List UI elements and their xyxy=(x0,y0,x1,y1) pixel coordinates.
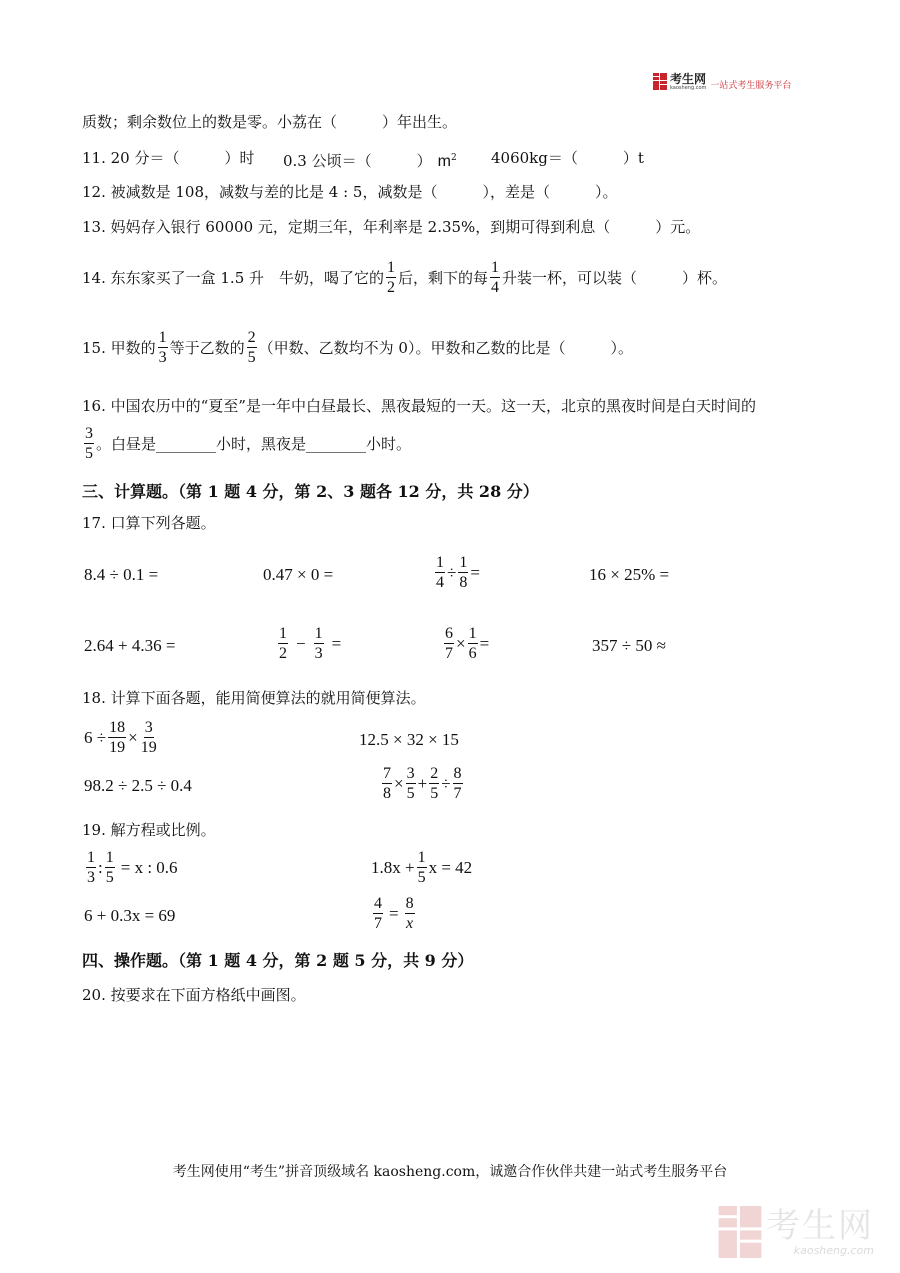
q11-part-b-text: 0.3 公顷＝（ ） xyxy=(283,152,432,170)
q17-r1c3 xyxy=(433,553,480,592)
q17-r2c2-f2-num: 1 xyxy=(314,625,323,642)
q17-r2c3-f1-num: 6 xyxy=(445,625,453,642)
q17-r2c3-eq: = xyxy=(479,633,490,653)
q17-r2c3 xyxy=(442,624,489,663)
q14 xyxy=(82,258,727,297)
section-3-heading: 三、计算题。（第 1 题 4 分，第 2、3 题各 12 分，共 28 分） xyxy=(82,482,539,501)
q18-a-f2-den: 19 xyxy=(140,739,157,756)
q18-a-f1-num: 18 xyxy=(109,719,126,736)
q11-unit: m xyxy=(437,153,451,170)
header-logo xyxy=(653,72,791,91)
q18-d-op3: ÷ xyxy=(441,773,451,793)
q18-b: 12.5 × 32 × 15 xyxy=(359,730,459,749)
logo-url: kaosheng.com xyxy=(670,84,707,91)
q17-r2c3-f1-den: 7 xyxy=(445,645,453,662)
q16-f-num: 3 xyxy=(85,425,93,442)
q17-r2c2-f1-num: 1 xyxy=(279,625,287,642)
q17-r2c2-f1 xyxy=(278,624,288,663)
q18-d-f2-num: 3 xyxy=(406,765,415,782)
q17-title: 17. 口算下列各题。 xyxy=(82,514,216,532)
q17-r2c3-f2 xyxy=(468,624,478,663)
q17-r1c3-f1 xyxy=(435,553,445,592)
q17-r2c2-f2 xyxy=(314,624,324,663)
watermark xyxy=(718,1206,874,1258)
footer-text: 考生网使用“考生”拼音顶级域名 kaosheng.com，诚邀合作伙伴共建一站式考生服务平台 xyxy=(172,1164,728,1180)
q17-r2c2-op: − xyxy=(296,633,306,653)
q16-line2-row xyxy=(82,424,411,463)
q15-fraction-1 xyxy=(158,328,168,367)
q17-r2c3-f2-num: 1 xyxy=(468,625,477,642)
q18-d-f2-den: 5 xyxy=(406,785,415,802)
q18-d-op2: + xyxy=(417,773,428,793)
q19-b-f1 xyxy=(417,848,427,887)
q17-r1c3-f2 xyxy=(458,553,468,592)
q17-r1c3-f1-den: 4 xyxy=(436,574,444,591)
q11-part-a: 11. 20 分＝（ ）时 xyxy=(82,149,255,167)
q20: 20. 按要求在下面方格纸中画图。 xyxy=(82,986,306,1004)
q14-post: 升装一杯，可以装（ ）杯。 xyxy=(502,268,728,287)
q18-a-pre: 6 ÷ xyxy=(84,727,107,747)
q18-d-f3 xyxy=(429,764,439,803)
q18-d-f1-num: 7 xyxy=(383,765,391,782)
q19-d-f1 xyxy=(373,894,383,933)
q18-d-f1-den: 8 xyxy=(383,785,391,802)
kaosheng-logo-icon xyxy=(653,73,667,90)
q14-f2-num: 1 xyxy=(491,259,500,276)
q17-r1c4: 16 × 25% = xyxy=(589,565,670,584)
q19-d-f2-num: 8 xyxy=(405,895,414,912)
q17-r2c3-f1 xyxy=(444,624,454,663)
q15-f2-num: 2 xyxy=(247,329,256,346)
q17-r1c3-eq: = xyxy=(470,562,480,582)
q19-a-f2 xyxy=(105,848,115,887)
watermark-url: kaosheng.com xyxy=(793,1243,874,1257)
q19-a-rest: = x : 0.6 xyxy=(120,857,178,877)
q15-f1-den: 3 xyxy=(158,349,167,366)
q18-a-op: × xyxy=(128,727,138,747)
q17-r2c1: 2.64 + 4.36 = xyxy=(84,636,176,655)
q18-d-f1 xyxy=(382,764,392,803)
q16-line2: 。白昼是________小时，黑夜是________小时。 xyxy=(96,434,412,453)
q17-r2c4: 357 ÷ 50 ≈ xyxy=(592,636,666,655)
q19-d-eq: = xyxy=(389,903,399,923)
q14-f2-den: 4 xyxy=(491,279,500,296)
q19-d xyxy=(371,894,417,933)
q19-d-f2 xyxy=(405,894,415,933)
watermark-logo-icon xyxy=(718,1206,762,1258)
q19-a-f1 xyxy=(86,848,96,887)
q10-tail: 质数；剩余数位上的数是零。小荔在（ ）年出生。 xyxy=(82,113,458,131)
q17-r1c3-f2-num: 1 xyxy=(459,554,468,571)
q19-title: 19. 解方程或比例。 xyxy=(82,821,216,839)
q17-r2c3-f2-den: 6 xyxy=(468,645,477,662)
q11-unit-sup: 2 xyxy=(450,153,457,163)
q18-title: 18. 计算下面各题，能用简便算法的就用简便算法。 xyxy=(82,689,426,707)
q19-b xyxy=(371,848,472,887)
q19-b-f1-den: 5 xyxy=(417,869,426,886)
q14-f1-num: 1 xyxy=(387,259,396,276)
q18-a xyxy=(84,718,160,757)
q19-d-f1-den: 7 xyxy=(374,915,382,932)
q11-part-b xyxy=(283,148,457,172)
q15-mid: 等于乙数的 xyxy=(169,338,245,357)
q18-a-f2-num: 3 xyxy=(144,719,153,736)
q18-d-f4-den: 7 xyxy=(453,785,462,802)
logo-name: 考生网 xyxy=(670,71,707,86)
q15-pre: 15. 甲数的 xyxy=(82,338,156,357)
q14-f1-den: 2 xyxy=(387,279,396,296)
q19-b-rest: x = 42 xyxy=(428,857,473,877)
q17-r2c2-f2-den: 3 xyxy=(314,645,323,662)
q18-d-f2 xyxy=(406,764,416,803)
q18-d xyxy=(380,764,465,803)
q17-r2c2-f1-den: 2 xyxy=(279,645,287,662)
q19-a-f2-den: 5 xyxy=(105,869,114,886)
q14-fraction-1 xyxy=(386,258,396,297)
q15-f2-den: 5 xyxy=(247,349,256,366)
q18-d-f4 xyxy=(453,764,463,803)
q19-d-f2-den: x xyxy=(406,915,414,932)
q19-a xyxy=(84,848,178,887)
q14-pre: 14. 东东家买了一盒 1.5 升 牛奶，喝了它的 xyxy=(82,268,385,287)
section-4-heading: 四、操作题。（第 1 题 4 分，第 2 题 5 分，共 9 分） xyxy=(82,951,474,970)
q17-r1c1: 8.4 ÷ 0.1 = xyxy=(84,565,159,584)
q17-r1c3-f1-num: 1 xyxy=(436,554,444,571)
logo-slogan: 一站式考生服务平台 xyxy=(710,81,792,91)
q14-mid: 后，剩下的每 xyxy=(398,268,489,287)
q12: 12. 被减数是 108，减数与差的比是 4 : 5，减数是（ ），差是（ ）。 xyxy=(82,183,618,201)
q19-a-colon: : xyxy=(98,857,103,877)
q18-d-f3-den: 5 xyxy=(430,785,439,802)
q17-r2c2 xyxy=(276,624,341,663)
q16-fraction xyxy=(84,424,94,463)
q15-post: （甲数、乙数均不为 0）。甲数和乙数的比是（ ）。 xyxy=(258,338,633,357)
q18-c: 98.2 ÷ 2.5 ÷ 0.4 xyxy=(84,776,192,795)
q14-fraction-2 xyxy=(490,258,500,297)
q19-a-f1-den: 3 xyxy=(87,869,95,886)
q19-a-f1-num: 1 xyxy=(87,849,95,866)
q19-d-f1-num: 4 xyxy=(374,895,382,912)
q17-r2c3-op: × xyxy=(456,633,466,653)
watermark-name: 考生网 xyxy=(766,1205,874,1246)
q18-a-f2 xyxy=(140,718,158,757)
q18-a-f1-den: 19 xyxy=(109,739,126,756)
q15-f1-num: 1 xyxy=(158,329,167,346)
q15-fraction-2 xyxy=(247,328,257,367)
q16-line1: 16. 中国农历中的“夏至”是一年中白昼最长、黑夜最短的一天。这一天，北京的黑夜时间是白天时间的 xyxy=(82,397,756,415)
q15 xyxy=(82,328,633,367)
q17-r2c2-eq: = xyxy=(331,633,342,653)
q17-r1c3-op: ÷ xyxy=(447,562,457,582)
q19-b-pre: 1.8x + xyxy=(371,857,415,877)
q17-r1c3-f2-den: 8 xyxy=(459,574,468,591)
q18-d-f4-num: 8 xyxy=(453,765,462,782)
q13: 13. 妈妈存入银行 60000 元，定期三年，年利率是 2.35%，到期可得到利息（ ）元。 xyxy=(82,218,701,236)
q17-r1c2: 0.47 × 0 = xyxy=(263,565,334,584)
q19-a-f2-num: 1 xyxy=(105,849,114,866)
q16-f-den: 5 xyxy=(85,445,93,462)
q18-d-op1: × xyxy=(394,773,404,793)
q18-a-f1 xyxy=(108,718,126,757)
q19-c: 6 + 0.3x = 69 xyxy=(84,906,176,925)
q11-part-c: 4060kg＝（ ）t xyxy=(491,149,644,167)
q18-d-f3-num: 2 xyxy=(430,765,439,782)
q19-b-f1-num: 1 xyxy=(417,849,426,866)
